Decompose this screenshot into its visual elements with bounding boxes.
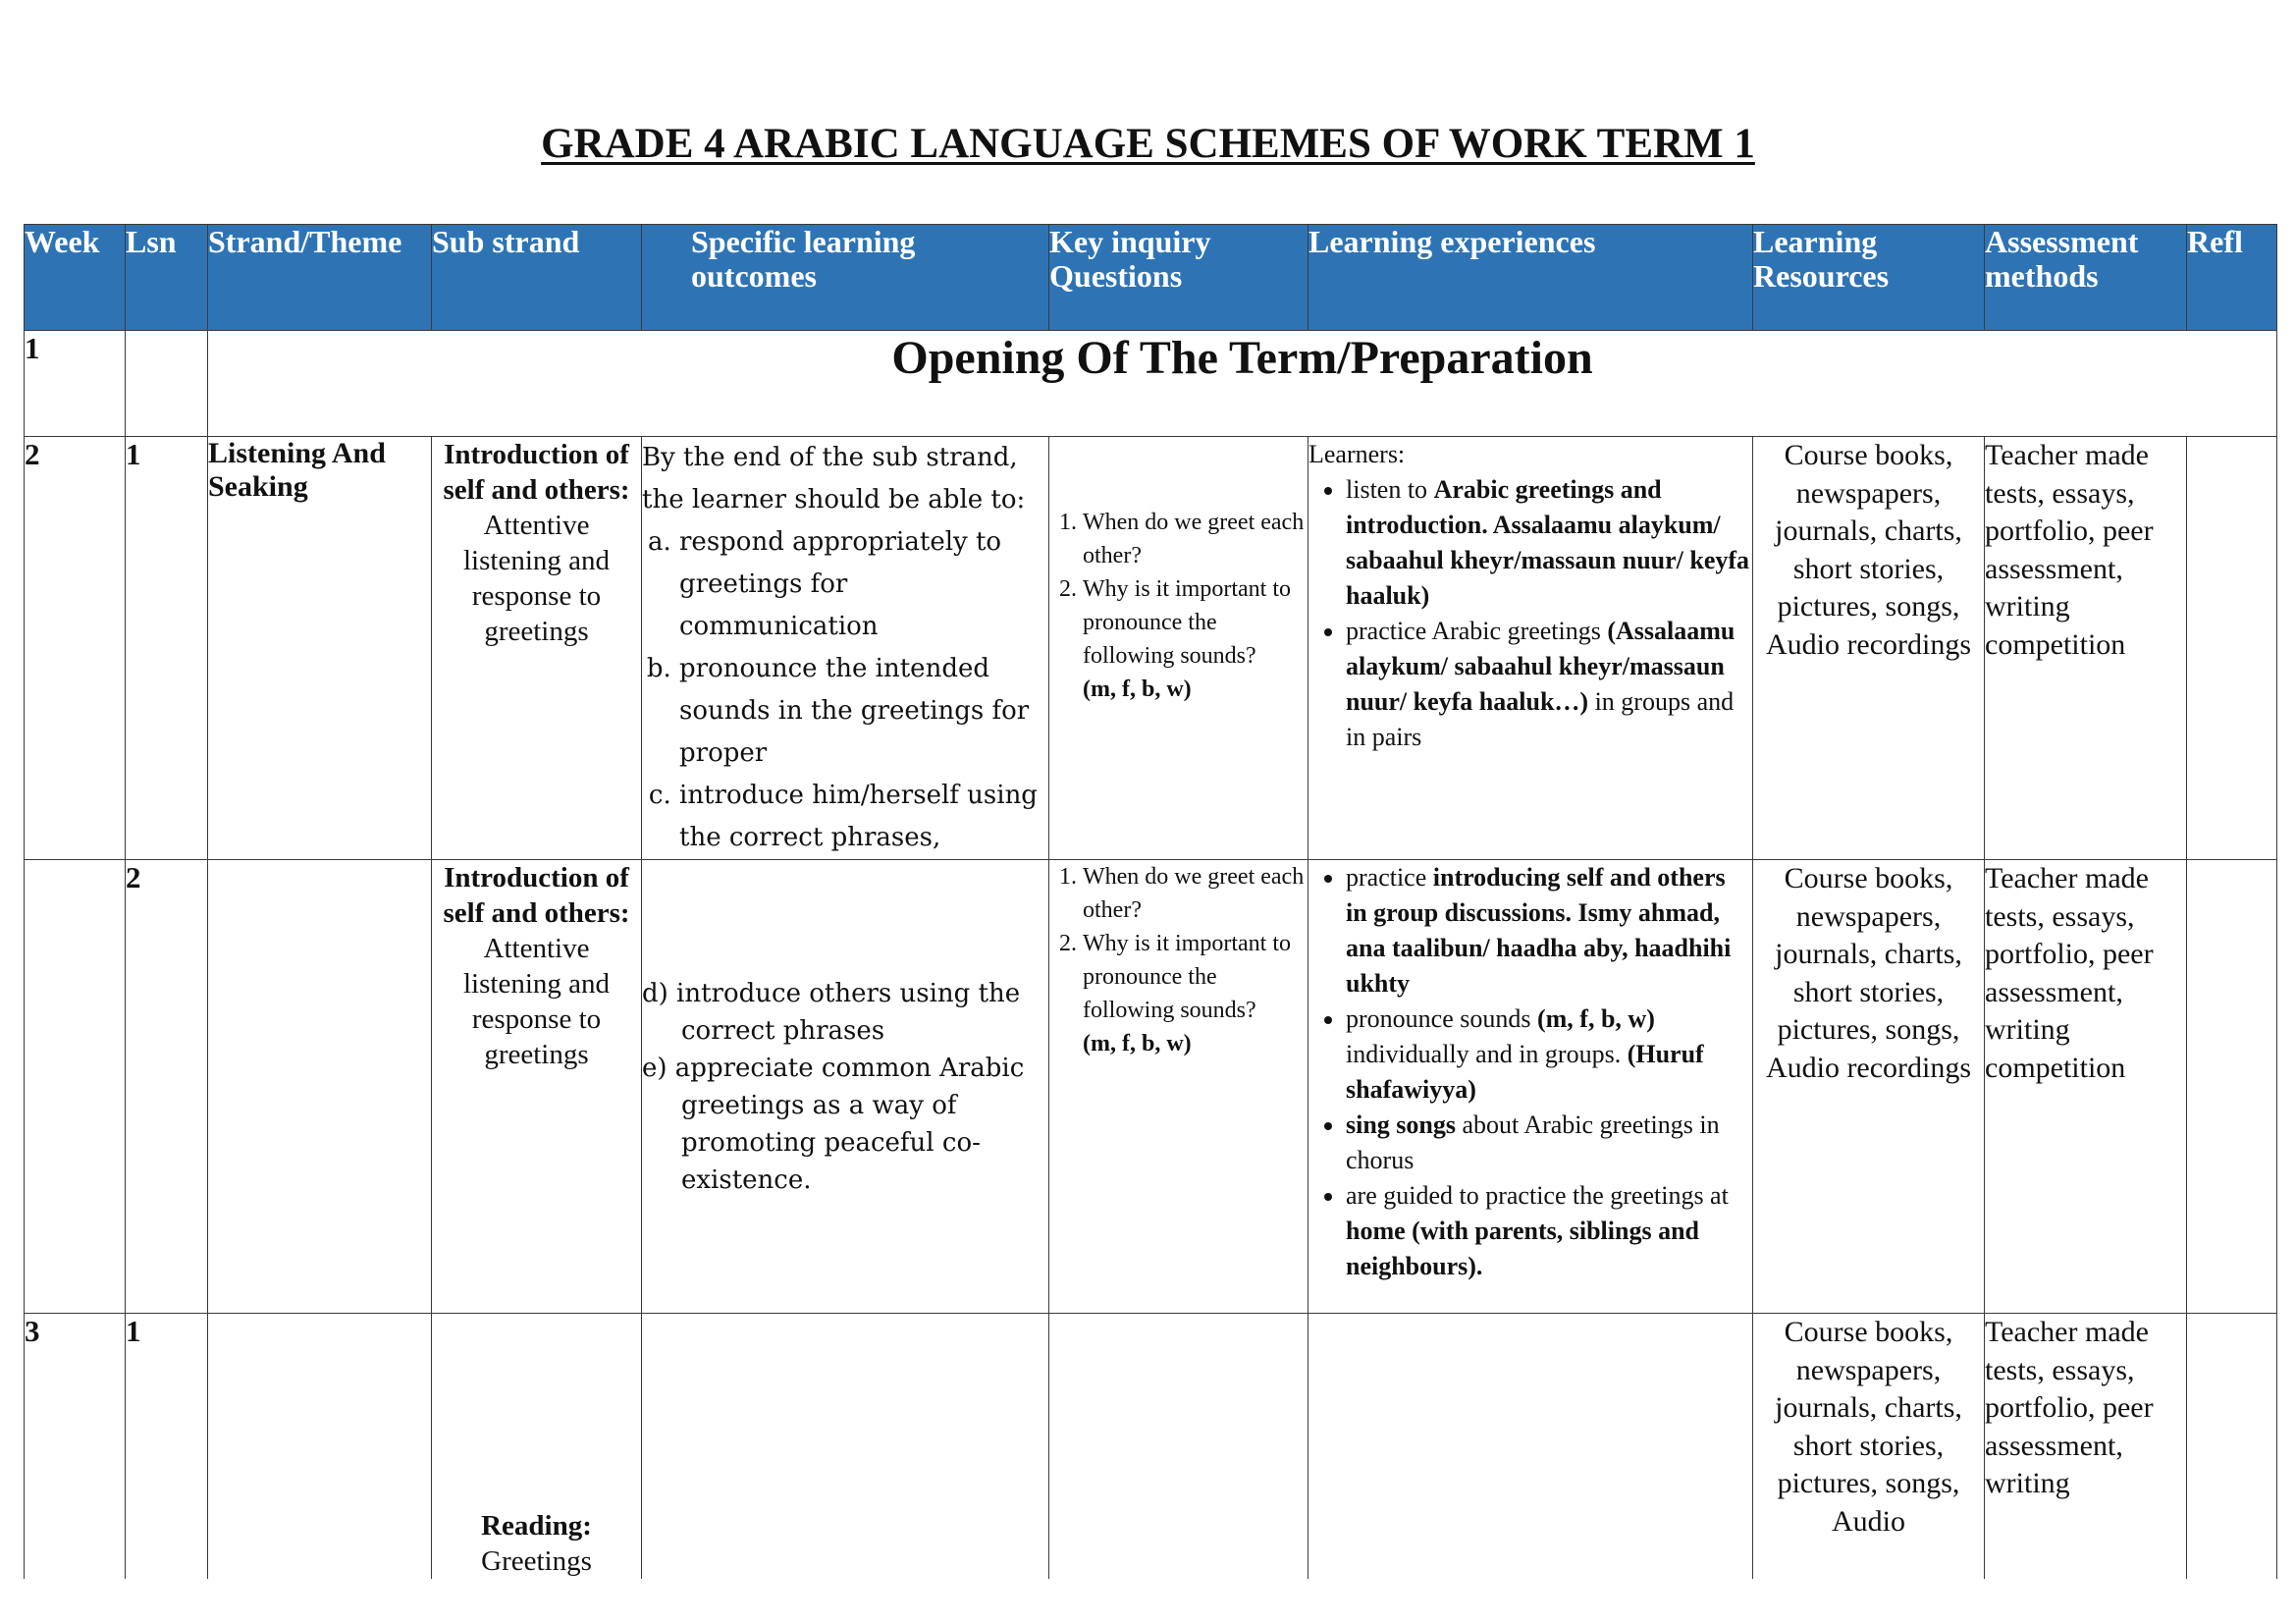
- kiq-item: 1. When do we greet each other?: [1083, 506, 1308, 572]
- kiq-item: 2. Why is it important to pronounce the following sounds?: [1083, 927, 1308, 1027]
- schemes-of-work-table: [24, 224, 2277, 1579]
- kiq-item: 2. Why is it important to pronounce the following sounds?: [1083, 572, 1308, 673]
- reflection-cell: [2187, 860, 2277, 1314]
- assessment-cell: Teacher made tests, essays, portfolio, peer assessment, writing: [1985, 1314, 2187, 1579]
- kiq-cell: [1049, 860, 1308, 1314]
- reflection-cell: [2187, 1314, 2277, 1579]
- header-resources: Learning Resources: [1753, 225, 1985, 331]
- sub-strand-cell: [432, 1314, 642, 1579]
- slo-item: e) appreciate common Arabic greetings as a way of promoting peaceful co-existence.: [642, 1053, 1025, 1195]
- opening-term-label: Opening Of The Term/Preparation: [208, 331, 2277, 437]
- le-item: • are guided to practice the greetings at home (with parents, siblings and neighbours).: [1346, 1178, 1752, 1284]
- kiq-cell: [1049, 1314, 1308, 1579]
- resources-cell: Course books, newspapers, journals, charts, short stories, pictures, songs, Audio: [1753, 1314, 1985, 1579]
- week-cell: 2: [25, 437, 126, 860]
- slo-cell: [642, 860, 1049, 1314]
- le-item: • pronounce sounds (m, f, b, w) individually and in groups. (Huruf shafawiyya): [1346, 1001, 1752, 1108]
- header-learning-experiences: Learning experiences: [1308, 225, 1753, 331]
- assessment-cell: Teacher made tests, essays, portfolio, peer assessment, writing competition: [1985, 860, 2187, 1314]
- sub-strand-cell: [432, 437, 642, 860]
- strand-cell: [208, 1314, 432, 1579]
- slo-item: d) introduce others using the correct phrases: [642, 978, 1021, 1046]
- sub-strand-title: Introduction of self and others:: [443, 439, 630, 506]
- strand-cell: Listening And Seaking: [208, 437, 432, 860]
- slo-item: b. pronounce the intended sounds in the greetings for proper: [679, 648, 1048, 775]
- slo-item: a. respond appropriately to greetings for communication: [679, 521, 1048, 648]
- table-row: [25, 860, 2277, 1314]
- sub-strand-title: Introduction of self and others:: [443, 862, 630, 929]
- header-slo: Specific learning outcomes: [642, 225, 1049, 331]
- sub-strand-text: Attentive listening and response to greetings: [462, 933, 610, 1070]
- header-row: [25, 225, 2277, 331]
- le-intro: Learners:: [1308, 440, 1406, 468]
- week-cell: 1: [25, 331, 126, 437]
- lesson-cell: 1: [126, 437, 208, 860]
- lesson-cell: 1: [126, 1314, 208, 1579]
- kiq-item: 1. When do we greet each other?: [1083, 860, 1308, 927]
- assessment-cell: Teacher made tests, essays, portfolio, peer assessment, writing competition: [1985, 437, 2187, 860]
- sub-strand-title: Reading:: [481, 1509, 592, 1542]
- header-week: Week: [25, 225, 126, 331]
- learning-experiences-cell: [1308, 1314, 1753, 1579]
- header-reflection: Refl: [2187, 225, 2277, 331]
- header-strand: Strand/Theme: [208, 225, 432, 331]
- le-item: • sing songs about Arabic greetings in chorus: [1346, 1108, 1752, 1178]
- le-item: • listen to Arabic greetings and introduction. Assalaamu alaykum/ sabaahul kheyr/massaun nuur/ keyfa haaluk): [1346, 472, 1752, 614]
- week-cell: 3: [25, 1314, 126, 1579]
- kiq-sounds: (m, f, b, w): [1083, 1031, 1192, 1056]
- strand-cell: [208, 860, 432, 1314]
- le-item: • practice Arabic greetings (Assalaamu alaykum/ sabaahul kheyr/massaun nuur/ keyfa haaluk…) in groups and in pairs: [1346, 614, 1752, 755]
- learning-experiences-cell: [1308, 860, 1753, 1314]
- kiq-cell: [1049, 437, 1308, 860]
- header-lesson: Lsn: [126, 225, 208, 331]
- slo-item: c. introduce him/herself using the correct phrases,: [679, 775, 1048, 859]
- slo-cell: [642, 437, 1049, 860]
- lesson-cell: [126, 331, 208, 437]
- slo-intro: By the end of the sub strand, the learner should be able to:: [642, 443, 1026, 514]
- header-assessment: Assessment methods: [1985, 225, 2187, 331]
- resources-cell: Course books, newspapers, journals, charts, short stories, pictures, songs, Audio recordings: [1753, 860, 1985, 1314]
- opening-row: [25, 331, 2277, 437]
- kiq-sounds: (m, f, b, w): [1083, 677, 1192, 702]
- header-kiq: Key inquiry Questions: [1049, 225, 1308, 331]
- learning-experiences-cell: [1308, 437, 1753, 860]
- sub-strand-text: Greetings: [481, 1544, 592, 1577]
- reflection-cell: [2187, 437, 2277, 860]
- table-row: [25, 1314, 2277, 1579]
- sub-strand-cell: [432, 860, 642, 1314]
- document-title: GRADE 4 ARABIC LANGUAGE SCHEMES OF WORK TERM 1: [541, 121, 1755, 167]
- week-cell: [25, 860, 126, 1314]
- table-row: [25, 437, 2277, 860]
- slo-cell: [642, 1314, 1049, 1579]
- sub-strand-text: Attentive listening and response to greetings: [462, 510, 610, 647]
- lesson-cell: 2: [126, 860, 208, 1314]
- le-item: • practice introducing self and others in group discussions. Ismy ahmad, ana taalibun/ haadha aby, haadhihi ukhty: [1346, 860, 1752, 1001]
- resources-cell: Course books, newspapers, journals, charts, short stories, pictures, songs, Audio recordings: [1753, 437, 1985, 860]
- header-sub-strand: Sub strand: [432, 225, 642, 331]
